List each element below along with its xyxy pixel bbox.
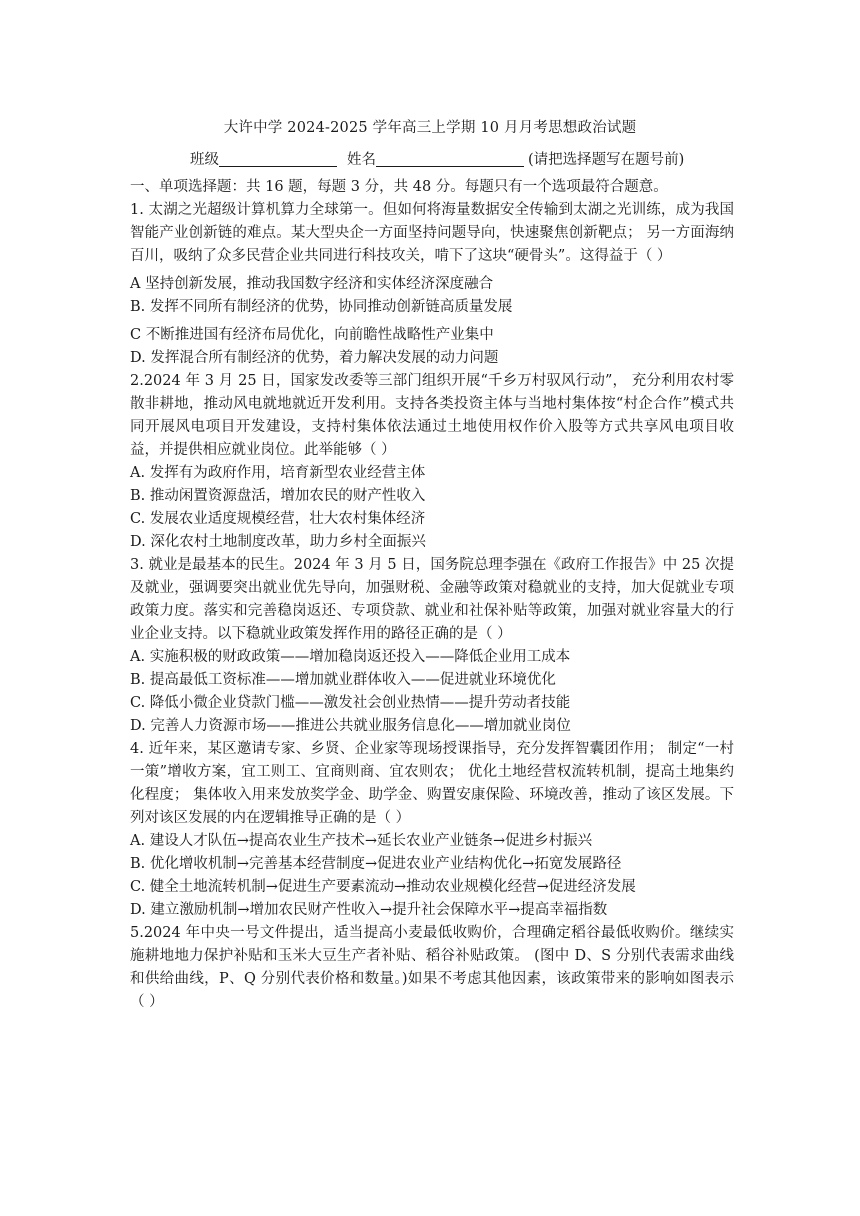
question-3-option-c: C. 降低小微企业贷款门槛——激发社会创业热情——提升劳动者技能 — [130, 695, 571, 711]
name-blank — [376, 150, 524, 167]
question-4-option-b: B. 优化增收机制→完善基本经营制度→促进农业产业结构优化→拓宽发展路径 — [130, 856, 622, 872]
question-3-stem: 3. 就业是最基本的民生。2024 年 3 月 5 日，国务院总理李强在《政府工作报告》中 25 次提及就业，强调要突出就业优先导向，加强财税、金融等政策对稳就业的支持，加大促就业专项政策力度。落实和完善稳岗返还、专项贷款、就业和社保补贴等政策，加强对就业容量大的行业企业支持。以下稳就业政策发挥作用的路径正确的是（ ） — [130, 557, 734, 642]
question-2-option-c: C. 发展农业适度规模经营，壮大农村集体经济 — [130, 511, 426, 527]
question-3-option-a: A. 实施积极的财政政策——增加稳岗返还投入——降低企业用工成本 — [130, 649, 571, 665]
question-4-option-c: C. 健全土地流转机制→促进生产要素流动→推动农业规模化经营→促进经济发展 — [130, 879, 636, 895]
question-1-option-d: D. 发挥混合所有制经济的优势，着力解决发展的动力问题 — [130, 350, 499, 366]
question-1-option-c: C 不断推进国有经济布局优化，向前瞻性战略性产业集中 — [130, 327, 494, 343]
answer-note: (请把选择题写在题号前) — [528, 152, 685, 168]
class-blank — [219, 150, 337, 167]
question-2-option-d: D. 深化农村土地制度改革，助力乡村全面振兴 — [130, 534, 426, 550]
question-4-option-a: A. 建设人才队伍→提高农业生产技术→延长农业产业链条→促进乡村振兴 — [130, 833, 593, 849]
question-2-option-a: A. 发挥有为政府作用，培育新型农业经营主体 — [130, 465, 426, 481]
question-3-option-d: D. 完善人力资源市场——推进公共就业服务信息化——增加就业岗位 — [130, 718, 571, 734]
exam-title: 大许中学 2024-2025 学年高三上学期 10 月月考思想政治试题 — [223, 120, 637, 136]
class-label: 班级 — [190, 152, 219, 168]
question-2-option-b: B. 推动闲置资源盘活，增加农民的财产性收入 — [130, 488, 426, 504]
question-4-stem: 4. 近年来，某区邀请专家、乡贤、企业家等现场授课指导，充分发挥智囊团作用； 制定“一村一策”增收方案，宜工则工、宜商则商、宜农则农； 优化土地经营权流转机制，提高土地集约化程度； 集体收入用来发放奖学金、助学金、购置安康保险、环境改善，推动了该区发展。下列对该区发展的内在逻辑推导正确的是（ ） — [130, 741, 734, 826]
exam-content — [130, 176, 734, 1014]
section-heading: 一、单项选择题：共 16 题，每题 3 分，共 48 分。每题只有一个选项最符合题意。 — [130, 179, 668, 195]
question-1-stem: 1. 太湖之光超级计算机算力全球第一。但如何将海量数据安全传输到太湖之光训练，成为我国智能产业创新链的难点。某大型央企一方面坚持问题导向，快速聚焦创新靶点； 另一方面海纳百川，吸纳了众多民营企业共同进行科技攻关，啃下了这块“硬骨头”。这得益于（ ） — [130, 202, 734, 264]
question-1-option-a: A 坚持创新发展，推动我国数字经济和实体经济深度融合 — [130, 276, 494, 292]
question-2-stem: 2.2024 年 3 月 25 日，国家发改委等三部门组织开展“千乡万村驭风行动”， 充分利用农村零散非耕地，推动风电就地就近开发利用。支持各类投资主体与当地村集体按“村企合作”模式共同开展风电项目开发建设，支持村集体依法通过土地使用权作价入股等方式共享风电项目收益，并提供相应就业岗位。此举能够（ ） — [130, 373, 734, 458]
name-label: 姓名 — [347, 152, 376, 168]
question-3-option-b: B. 提高最低工资标准——增加就业群体收入——促进就业环境优化 — [130, 672, 556, 688]
question-4-option-d: D. 建立激励机制→增加农民财产性收入→提升社会保障水平→提高幸福指数 — [130, 902, 608, 918]
question-5-stem: 5.2024 年中央一号文件提出，适当提高小麦最低收购价，合理确定稻谷最低收购价。继续实施耕地地力保护补贴和玉米大豆生产者补贴、稻谷补贴政策。 (图中 D、S 分别代表需求曲线和供给曲线，P、Q 分别代表价格和数量。)如果不考虑其他因素，该政策带来的影响如图表示（ ） — [130, 925, 734, 1010]
question-1-option-b: B. 发挥不同所有制经济的优势，协同推动创新链高质量发展 — [130, 299, 513, 315]
student-info-line — [190, 148, 684, 169]
